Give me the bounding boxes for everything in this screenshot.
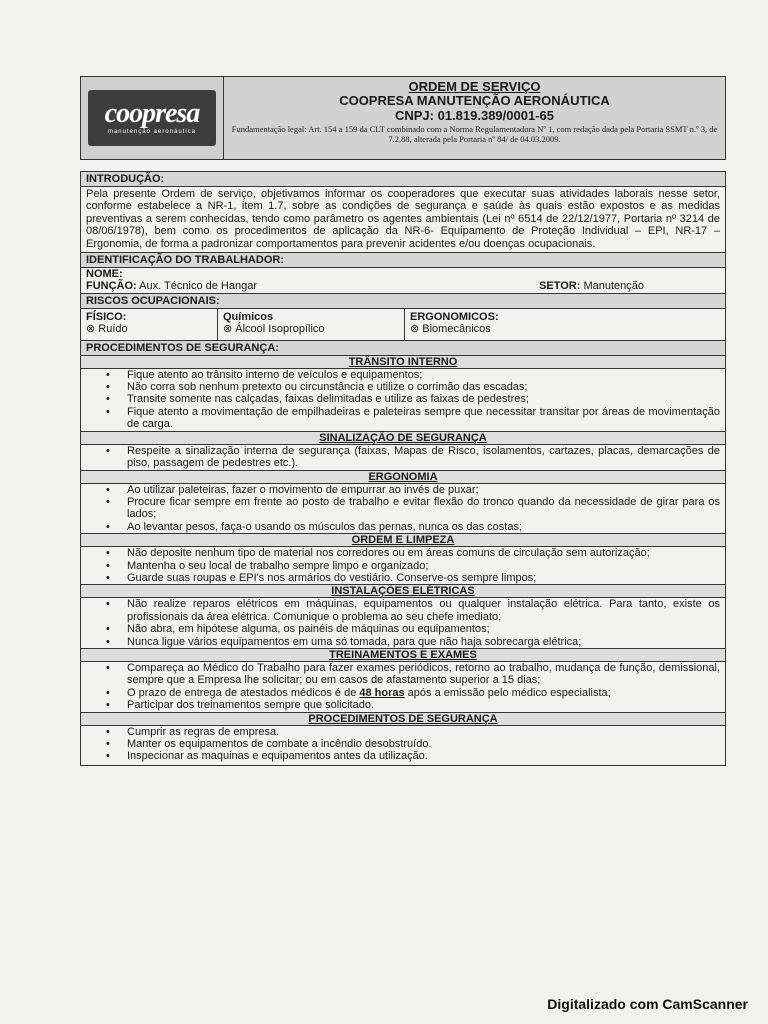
risks-grid xyxy=(81,309,725,341)
procedures-heading: PROCEDIMENTOS DE SEGURANÇA: xyxy=(81,341,725,355)
list-item: • Ao levantar pesos, faça-o usando os músculos das pernas, nunca os das costas; xyxy=(127,521,720,533)
ordem-title: ORDEM E LIMPEZA xyxy=(81,533,725,547)
name-row xyxy=(81,268,725,280)
company-logo xyxy=(81,77,224,159)
logo-text: coopresa xyxy=(104,98,200,129)
ordem-list xyxy=(81,547,725,584)
worker-heading: IDENTIFICAÇÃO DO TRABALHADOR: xyxy=(81,253,725,268)
list-item: • Compareça ao Médico do Trabalho para fazer exames periódicos, retorno ao trabalho, mudança de função, demissional, sempre que a Empresa lhe solicitar; ou em casos de afastamento superior a 15 dias; xyxy=(127,662,720,687)
list-item: • Não realize reparos elétricos em máquinas, equipamentos ou qualquer instalação elétrica. Para tanto, existe os profissionais da área elétrica. Comunique o problema ao seu chefe imediato; xyxy=(127,598,720,623)
risk-chemical-label: Químicos xyxy=(223,310,274,323)
role-label: FUNÇÃO: xyxy=(86,280,137,293)
risk-chemical-value: ⊗ Álcool Isopropílico xyxy=(223,323,325,336)
company-cnpj: CNPJ: 01.819.389/0001-65 xyxy=(394,108,554,123)
seguranca-title: PROCEDIMENTOS DE SEGURANÇA xyxy=(81,712,725,726)
list-item: • Nunca ligue vários equipamentos em uma só tomada, para que não haja sobrecarga elétrica; xyxy=(127,636,720,648)
sector-field xyxy=(539,280,644,292)
role-field xyxy=(86,280,257,292)
intro-heading: INTRODUÇÃO: xyxy=(81,172,725,187)
eletricas-list xyxy=(81,598,725,648)
list-item: • Procure ficar sempre em frente ao posto de trabalho e evitar flexão do tronco quando da necessidade de girar para os lados; xyxy=(127,496,720,521)
list-item: • Não abra, em hipótese alguma, os painéis de máquinas ou equipamentos; xyxy=(127,623,720,635)
risk-ergonomic-value: ⊗ Biomecânicos xyxy=(410,323,491,336)
ergonomia-list xyxy=(81,484,725,534)
document-title: ORDEM DE SERVIÇO xyxy=(408,79,541,94)
sector-value: Manutenção xyxy=(583,280,644,293)
atestado-text-post: após a emissão pelo médico especialista; xyxy=(404,686,611,699)
document-header xyxy=(80,76,726,160)
header-text xyxy=(224,77,725,159)
list-item: • Fique atento ao trânsito interno de veículos e equipamentos; xyxy=(127,369,720,381)
list-item xyxy=(127,687,720,699)
list-item: • Cumprir as regras de empresa. xyxy=(127,726,720,738)
list-item: • Participar dos treinamentos sempre que solicitado. xyxy=(127,699,720,711)
list-item: • Não corra sob nenhum pretexto ou circunstância e utilize o corrimão das escadas; xyxy=(127,381,720,393)
risk-physical xyxy=(81,309,217,340)
list-item: • Fique atento a movimentação de empilhadeiras e paleteiras sempre que necessitar transitar por áreas de movimentação de carga. xyxy=(127,406,720,431)
list-item: • Inspecionar as maquinas e equipamentos antes da utilização. xyxy=(127,750,720,762)
sinalizacao-title: SINALIZAÇÃO DE SEGURANÇA xyxy=(81,431,725,445)
document-body xyxy=(80,171,726,766)
ergonomia-title: ERGONOMIA xyxy=(81,470,725,484)
name-label: NOME: xyxy=(86,268,123,281)
risk-physical-label: FÍSICO: xyxy=(86,310,127,323)
sinalizacao-list xyxy=(81,445,725,470)
role-row xyxy=(81,280,725,292)
logo-subtitle: manutenção aeronáutica xyxy=(107,129,197,135)
legal-basis: Fundamentação legal: Art. 154 a 159 da CLT combinado com a Norma Regulamentadora Nº 1, com redação dada pela Portaria SSMT n.º 3, de 7.2.88, alterada pela Portaria nº 84/ de 04.03.2009. xyxy=(231,124,718,144)
list-item: • Transite somente nas calçadas, faixas delimitadas e utilize as faixas de pedestres; xyxy=(127,393,720,405)
risk-chemical xyxy=(217,309,404,340)
list-item: • Não deposite nenhum tipo de material nos corredores ou em áreas comuns de circulação sem autorização; xyxy=(127,547,720,559)
risk-ergonomic-label: ERGONOMICOS: xyxy=(410,310,499,323)
risk-physical-value: ⊗ Ruído xyxy=(86,323,128,336)
atestado-deadline: 48 horas xyxy=(359,686,405,699)
risk-ergonomic xyxy=(404,309,725,340)
transito-title: TRÂNSITO INTERNO xyxy=(81,355,725,369)
role-value: Aux. Técnico de Hangar xyxy=(139,280,257,293)
scanner-watermark: Digitalizado com CamScanner xyxy=(547,996,748,1012)
logo-box xyxy=(88,90,216,146)
risks-heading: RISCOS OCUPACIONAIS: xyxy=(81,294,725,309)
list-item: • Guarde suas roupas e EPI's nos armários do vestiário. Conserve-os sempre limpos; xyxy=(127,572,720,584)
treinamentos-title: TREINAMENTOS E EXAMES xyxy=(81,648,725,662)
transito-list xyxy=(81,369,725,431)
list-item: • Manter os equipamentos de combate a incêndio desobstruído. xyxy=(127,738,720,750)
list-item: • Ao utilizar paleteiras, fazer o movimento de empurrar ao invés de puxar; xyxy=(127,484,720,496)
atestado-text-pre: O prazo de entrega de atestados médicos é de xyxy=(127,686,360,699)
treinamentos-list xyxy=(81,662,725,712)
sector-label: SETOR: xyxy=(539,280,581,293)
seguranca-list xyxy=(81,726,725,765)
eletricas-title: INSTALAÇÕES ELÉTRICAS xyxy=(81,584,725,598)
worker-info xyxy=(81,268,725,294)
intro-text: Pela presente Ordem de serviço, objetivamos informar os cooperadores que executar suas atividades laborais nesse setor, conforme estabelece a NR-1, item 1.7, sobre as condições de segurança e saúde às quais estão expostos e as medidas preventivas a serem conhecidas, tendo como parâmetro os agentes ambientais (Lei nº 6514 de 22/12/1977, Portaria nº 3214 de 08/06/1978), bem como os procedimentos de aplicação da NR-6- Equipamento de Proteção Individual – EPI, NR-17 – Ergonomia, de forma a padronizar comportamentos para prevenir acidentes e/ou doenças ocupacionais. xyxy=(81,187,725,253)
list-item: • Mantenha o seu local de trabalho sempre limpo e organizado; xyxy=(127,560,720,572)
list-item: • Respeite a sinalização interna de segurança (faixas, Mapas de Risco, isolamentos, cartazes, placas, demarcações de piso, passagem de pedestres etc.). xyxy=(127,445,720,470)
company-name: COOPRESA MANUTENÇÃO AERONÁUTICA xyxy=(339,93,610,108)
document-page xyxy=(80,76,726,766)
